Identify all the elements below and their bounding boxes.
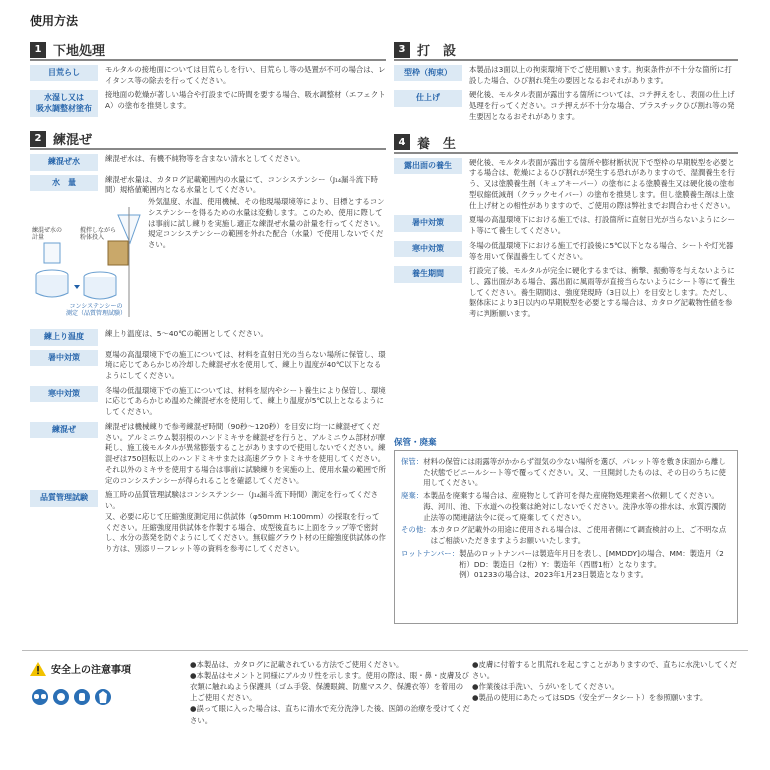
section-header-1 <box>30 40 386 61</box>
row-text: 打設完了後、モルタルが完全に硬化するまでは、衝撃、振動等を与えないようにし、露出面がある場合、露出面に風雨等が直接当らないようにシート等にて養生してください。養生期間は、強度発現時（3日以上）を目安とします。ただし、躯体床により3日以内の早期脱型を必要とする場合は、カタログ記載物性値を参考に判断願います。 <box>469 266 736 319</box>
protective-suit-icon <box>95 689 111 705</box>
row-label: 暑中対策 <box>394 215 462 231</box>
safety-list-1 <box>190 659 470 726</box>
row-label: 寒中対策 <box>30 386 98 402</box>
warning-icon <box>30 662 46 676</box>
row-text: 施工時の品質管理試験はコンシステンシー（J₁₄漏斗流下時間）測定を行ってください。 又、必要に応じて圧縮強度測定用に供試体（φ50mm H:100mm）の採取を行ってください。圧縮強度用供試体を作製する場合、成型後直ちに上面をラップ等で密封し、水分の蒸発を防ぐようにしてください。無収縮グラウト材の圧縮強度供試体の作り方は、別添リーフレット等の資料を参考にしてください。 <box>105 490 386 553</box>
list-item <box>30 90 386 117</box>
illustration-caption: コンシステンシーの 測定（品質管理試験） <box>66 303 127 318</box>
storage-text: 製品のロットナンバーは製造年月日を表し、[MMDDY]の場合、MM：製造月（2桁）DD：製造日（2桁）Y：製造年（西暦1桁）となります。 例）01233の場合は、2023年1月23日製造となります。 <box>459 548 724 580</box>
row-label: 練混ぜ水 <box>30 154 98 170</box>
row-label: 暑中対策 <box>30 350 98 366</box>
list-item <box>30 490 386 554</box>
row-text: 練混ぜ水量は、カタログ記載範囲内の水量にて、コンシステンシー（J₁₄漏斗流下時間）規格値範囲内となる水量としてください。 <box>105 174 378 195</box>
goggles-icon <box>32 689 48 705</box>
safety-item: ●作業後は手洗い、うがいをしてください。 <box>472 682 619 692</box>
storage-text: 本製品を廃棄する場合は、産廃物として許可を得た産廃物処理業者へ依頼してください。海、河川、池、下水道への投棄は絶対にしないでください。洗浄水等の排水は、水質汚濁防止法等の関連諸法令に従って廃棄してください。 <box>423 491 727 522</box>
row-label: 養生期間 <box>394 266 462 282</box>
section-title: 養 生 <box>417 136 457 152</box>
list-item <box>30 386 386 418</box>
safety-section <box>22 650 748 758</box>
mixing-illustration-block <box>30 197 386 325</box>
section-header-3 <box>394 40 738 61</box>
illustration-caption: 練混ぜ水の 計量 <box>32 227 63 242</box>
safety-item: ●製品の使用にあたってはSDS（安全データシート）を参照願います。 <box>472 693 708 703</box>
section-header-2 <box>30 129 386 150</box>
row-text: モルタルの接地面については目荒らしを行い、目荒らし等の処置が不可の場合は、レイタンス等の除去を行ってください。 <box>105 65 386 85</box>
row-text: 練上り温度は、5～40℃の範囲としてください。 <box>105 329 268 339</box>
row-label: 練上り温度 <box>30 329 98 345</box>
section-number: 2 <box>30 131 46 147</box>
row-text: 本製品は3面以上の拘束環境下でご使用願います。拘束条件が不十分な箇所に打設した場合、ひび割れ発生の要因となるおそれがあります。 <box>469 65 732 85</box>
list-item <box>394 241 738 262</box>
row-text: 練混ぜ水は、有機不純物等を含まない清水としてください。 <box>105 154 305 164</box>
row-label: 水 量 <box>30 175 98 191</box>
list-item <box>30 154 386 170</box>
row-text: 硬化後、モルタル表面が露出する箇所や膨材断状況下で型枠の早期脱型を必要とする場合は、乾燥によるひび割れが発生する恐れがありますので、湿潤養生を行う、又は塗膜養生剤（キュアキーパー）の塗布による塗膜養生又は硬化後の塗布型収縮低減剤（クラックセイバー）の塗布を推奨します。但し塗膜養生剤は上塗仕上げ材との相性がありますので、ご使用の際は弊社までお問合わせください。 <box>469 157 735 210</box>
list-item <box>30 422 386 486</box>
row-label: 仕上げ <box>394 90 462 106</box>
right-column <box>394 40 738 324</box>
list-item <box>30 329 386 345</box>
section-number: 4 <box>394 134 410 150</box>
list-item <box>394 215 738 236</box>
storage-key: 廃棄： <box>401 491 424 501</box>
list-item <box>394 90 738 122</box>
row-label: 水湿し又は 吸水調整材塗布 <box>30 90 98 117</box>
safety-item: ●本製品はセメントと同様にアルカリ性を示します。使用の際は、眼・鼻・皮膚及び衣類に触れぬよう保護具（ゴム手袋、保護眼鏡、防塵マスク、保護衣等）を着用の上ご使用ください。 <box>190 671 470 703</box>
illustration-caption: 撹拌しながら 粉体投入 <box>80 227 117 242</box>
row-text: 硬化後、モルタル表面が露出する箇所については、コテ押えをし、表面の仕上げ処理を行ってください。コテ押えが不十分な場合、プラスチックひび割れ等の発生要因となるおそれがあります。 <box>469 90 735 121</box>
section-title: 下地処理 <box>53 44 106 59</box>
row-text: 夏場の高温環境下における施工では、打設箇所に直射日光が当らないようにシート等にて養生してください。 <box>469 215 736 236</box>
list-item <box>394 158 738 212</box>
safety-list-2 <box>472 659 742 703</box>
section-number: 1 <box>30 42 46 58</box>
row-text: 外気温度、水温、使用機械、その他現場環境等により、目標とするコンシステンシーを得るための水量は変動します。このため、使用に際しては事前に試し練りを実施し適正な練混ぜ水量の計量を行ってください。規定コンシステンシーの範囲を外れた配合（水量）で使用しないでください。 <box>148 197 385 250</box>
section-title: 練混ぜ <box>53 133 93 149</box>
mixing-illustration <box>30 197 148 325</box>
safety-title <box>30 661 131 676</box>
safety-item: ●誤って眼に入った場合は、直ちに清水で充分洗浄した後、医師の治療を受けてください。 <box>190 704 470 725</box>
row-text: 冬場の低温環境下での施工については、材料を屋内やシート養生により保管し、環境に応じてあらかじめ温めた練混ぜ水を使用して、練上り温度が5℃以上となるようにしてください。 <box>105 385 386 417</box>
row-text: 冬場の低温環境下における施工で打設後に5℃以下となる場合、シートや灯光器等を用いて保温養生してください。 <box>469 240 734 261</box>
list-item <box>401 491 731 523</box>
list-item <box>30 65 386 86</box>
row-label: 型枠（拘束） <box>394 65 462 81</box>
mask-icon <box>53 689 69 705</box>
safety-item: ●皮膚に付着すると肌荒れを起こすことがありますので、直ちに水洗いしてください。 <box>472 660 737 681</box>
storage-key: その他： <box>401 525 431 535</box>
storage-text: 材料の保管には雨露等がかからず湿気の少ない場所を選び、パレット等を敷き床面から離した状態でビニールシート等で覆ってください。又、一旦開封したものは、その日のうちに使用してください。 <box>423 457 726 488</box>
storage-key: ロットナンバー： <box>401 548 460 558</box>
row-text: 夏場の高温環境下での施工については、材料を直射日光の当らない場所に保管し、環境に応じてあらかじめ冷却した練混ぜ水を使用して、練上り温度が40℃以下となるようにしてください。 <box>105 349 386 380</box>
list-item <box>30 175 386 196</box>
list-item <box>401 525 731 546</box>
section-title: 打 設 <box>417 44 457 59</box>
row-label: 目荒らし <box>30 65 98 81</box>
list-item <box>30 350 386 382</box>
row-text: 練混ぜは機械練りで参考練混ぜ時間（90秒～120秒）を目安に均一に練混ぜてください。アルミニウム製羽根のハンドミキサを練混ぜを行うと、アルミニウム部材が摩耗し、施工後モルタルが異常膨張することがありますので使用しないでください。練混ぜは750回転以上のハンドミキサまたは高速グラウトミキサを使用してください。それ以外のミキサを使用する場合は事前に試験練りを実施の上、使用水量の範囲で所定のコンシステンシーが得られることを確認してください。 <box>105 421 386 485</box>
storage-key: 保管： <box>401 457 424 466</box>
storage-title: 保管・廃棄 <box>394 438 437 448</box>
list-item <box>394 266 738 320</box>
section-number: 3 <box>394 42 410 58</box>
section-header-4 <box>394 133 738 154</box>
row-label: 露出面の養生 <box>394 158 462 174</box>
row-label: 品質管理試験 <box>30 490 98 506</box>
left-column <box>30 40 386 559</box>
safety-item: ●本製品は、カタログに記載されている方法でご使用ください。 <box>190 660 404 669</box>
storage-box <box>394 450 738 624</box>
list-item <box>394 65 738 86</box>
list-item <box>401 457 731 489</box>
row-label: 練混ぜ <box>30 422 98 438</box>
row-label: 寒中対策 <box>394 241 462 257</box>
storage-text: 本カタログ記載外の用途に使用される場合は、ご使用者側にて調査検討の上、ご不明な点はご相談いただきますようお願いいたします。 <box>430 525 727 546</box>
page-title: 使用方法 <box>30 14 79 28</box>
row-text: 接地面の乾燥が著しい場合や打設までに時間を要する場合、吸水調整材（エフェクトA）の塗布を推奨します。 <box>105 90 386 111</box>
safety-title-text: 安全上の注意事項 <box>51 665 131 676</box>
list-item <box>401 549 731 581</box>
ppe-icons <box>32 689 116 705</box>
gloves-icon <box>74 689 90 705</box>
